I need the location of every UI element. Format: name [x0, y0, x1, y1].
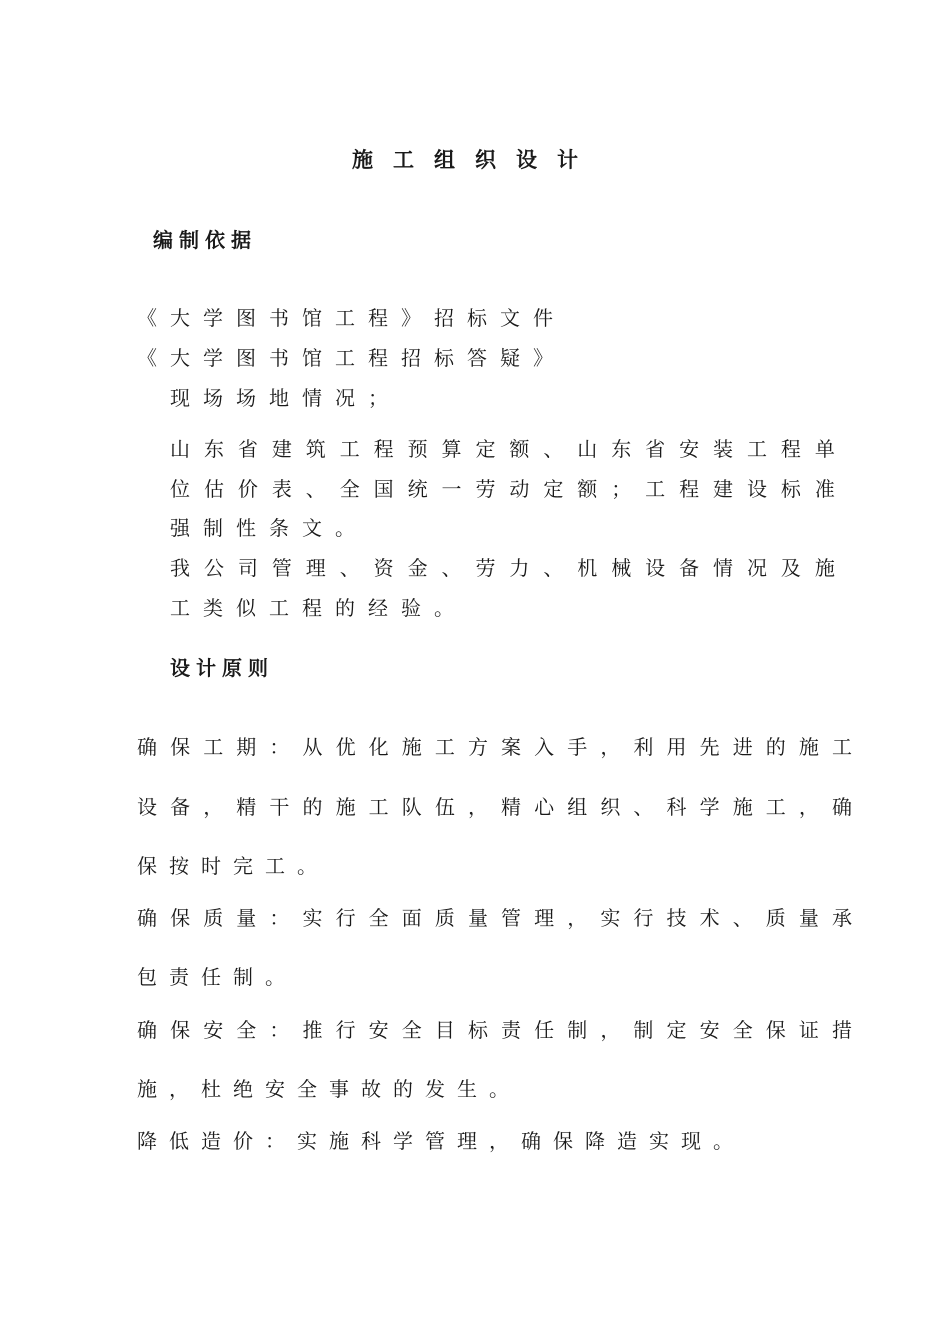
- basis-line-2: 《大学图书馆工程招标答疑》: [137, 346, 566, 370]
- section-heading-basis: 编制依据: [153, 228, 257, 252]
- basis-line-3: 现场场地情况；: [170, 386, 401, 410]
- principle-line-8: 降低造价：实施科学管理，确保降造实现。: [137, 1129, 745, 1153]
- basis-line-1: 《大学图书馆工程》招标文件: [137, 306, 566, 330]
- principle-line-3: 保按时完工。: [137, 854, 329, 878]
- basis-line-5: 位 估 价 表 、 全 国 统 一 劳 动 定 额 ； 工 程 建 设 标 准: [170, 477, 835, 501]
- basis-line-6: 强制性条文。: [170, 516, 368, 540]
- basis-line-4: 山 东 省 建 筑 工 程 预 算 定 额 、 山 东 省 安 装 工 程 单: [170, 437, 835, 461]
- principle-line-6: 确 保 安 全 ： 推 行 安 全 目 标 责 任 制 ， 制 定 安 全 保 证 措: [137, 1018, 852, 1042]
- section-heading-principles: 设计原则: [170, 656, 274, 680]
- principle-line-1: 确 保 工 期 ： 从 优 化 施 工 方 案 入 手 ， 利 用 先 进 的 施 工: [137, 735, 852, 759]
- principle-line-2: 设 备 ， 精 干 的 施 工 队 伍 ， 精 心 组 织 、 科 学 施 工 ， 确: [137, 795, 852, 819]
- basis-line-8: 工类似工程的经验。: [170, 596, 467, 620]
- document-title: 施工组织设计: [352, 148, 598, 172]
- principle-line-5: 包责任制。: [137, 965, 297, 989]
- basis-line-7: 我 公 司 管 理 、 资 金 、 劳 力 、 机 械 设 备 情 况 及 施: [170, 556, 835, 580]
- principle-line-4: 确 保 质 量 ： 实 行 全 面 质 量 管 理 ， 实 行 技 术 、 质 量 承: [137, 906, 852, 930]
- principle-line-7: 施，杜绝安全事故的发生。: [137, 1077, 521, 1101]
